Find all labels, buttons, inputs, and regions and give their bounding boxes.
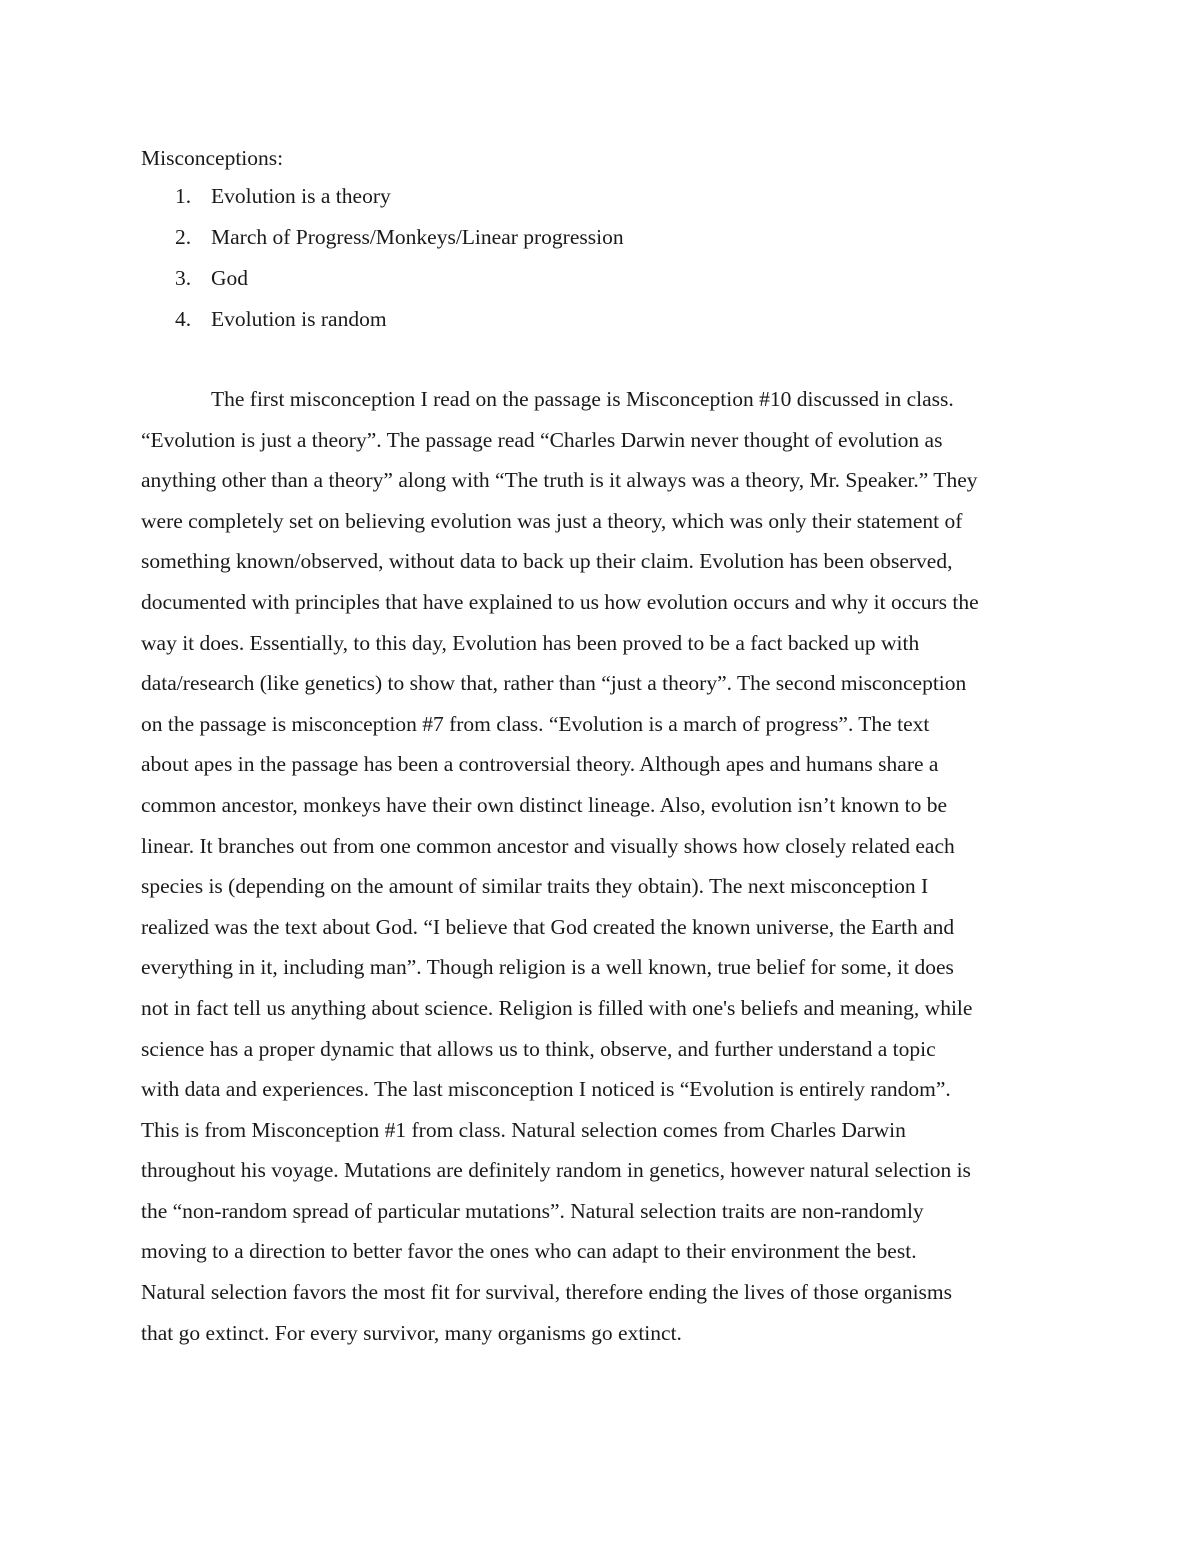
paragraph-line: documented with principles that have explained to us how evolution occurs and why it occurs the <box>141 589 979 614</box>
list-item-number: 4. <box>175 307 192 331</box>
essay-paragraph <box>141 385 1061 1359</box>
list-item-number: 1. <box>175 184 192 208</box>
paragraph-line: data/research (like genetics) to show that, rather than “just a theory”. The second misconception <box>141 671 967 696</box>
paragraph-line: about apes in the passage has been a controversial theory. Although apes and humans share a <box>141 752 939 777</box>
paragraph-line: species is (depending on the amount of similar traits they obtain). The next misconception I <box>141 874 929 899</box>
paragraph-line: the “non-random spread of particular mutations”. Natural selection traits are non-randomly <box>141 1198 924 1223</box>
paragraph-line: common ancestor, monkeys have their own distinct lineage. Also, evolution isn’t known to be <box>141 792 948 817</box>
paragraph-line: not in fact tell us anything about science. Religion is filled with one's beliefs and meaning, while <box>141 995 973 1020</box>
page-heading: Misconceptions: <box>141 146 284 170</box>
list-item-text: Evolution is a theory <box>211 184 391 208</box>
paragraph-line: way it does. Essentially, to this day, Evolution has been proved to be a fact backed up with <box>141 630 920 655</box>
paragraph-line: science has a proper dynamic that allows us to think, observe, and further understand a topic <box>141 1036 936 1061</box>
paragraph-line: Natural selection favors the most fit for survival, therefore ending the lives of those organisms <box>141 1280 953 1305</box>
paragraph-line: realized was the text about God. “I believe that God created the known universe, the Earth and <box>141 914 955 939</box>
paragraph-line: linear. It branches out from one common ancestor and visually shows how closely related each <box>141 833 955 858</box>
list-item-text: Evolution is random <box>211 307 387 331</box>
list-item-number: 2. <box>175 225 192 249</box>
paragraph-line: on the passage is misconception #7 from class. “Evolution is a march of progress”. The text <box>141 711 930 736</box>
paragraph-line: were completely set on believing evolution was just a theory, which was only their statement of <box>141 508 963 533</box>
paragraph-line: moving to a direction to better favor the ones who can adapt to their environment the best. <box>141 1239 917 1264</box>
paragraph-line: everything in it, including man”. Though religion is a well known, true belief for some, it does <box>141 955 954 980</box>
paragraph-line: with data and experiences. The last misconception I noticed is “Evolution is entirely random”. <box>141 1077 951 1102</box>
paragraph-line: This is from Misconception #1 from class. Natural selection comes from Charles Darwin <box>141 1117 906 1142</box>
paragraph-line: throughout his voyage. Mutations are definitely random in genetics, however natural selection is <box>141 1158 971 1183</box>
paragraph-line: something known/observed, without data to back up their claim. Evolution has been observed, <box>141 549 953 574</box>
paragraph-line: anything other than a theory” along with “The truth is it always was a theory, Mr. Speaker.” They <box>141 468 978 493</box>
list-item-text: March of Progress/Monkeys/Linear progression <box>211 225 624 249</box>
list-item-text: God <box>211 266 249 290</box>
paragraph-line: “Evolution is just a theory”. The passage read “Charles Darwin never thought of evolution as <box>141 427 943 452</box>
paragraph-line: The first misconception I read on the passage is Misconception #10 discussed in class. <box>211 387 954 411</box>
list-item-number: 3. <box>175 266 192 290</box>
paragraph-line: that go extinct. For every survivor, many organisms go extinct. <box>141 1320 682 1345</box>
